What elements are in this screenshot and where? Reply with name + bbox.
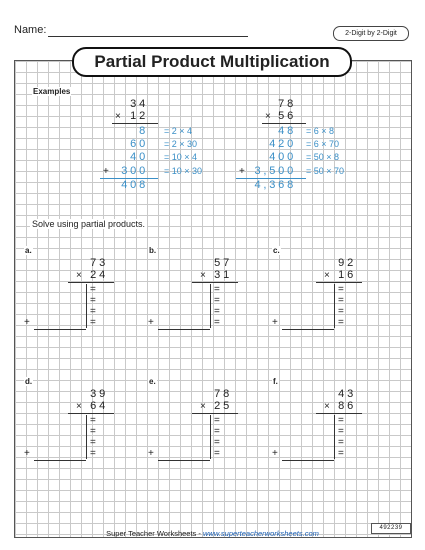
equals-sign: = (90, 295, 96, 306)
partial-product-answer[interactable] (34, 284, 86, 295)
partial-product-answer[interactable] (34, 295, 86, 306)
partial-product-answer[interactable] (282, 415, 334, 426)
problem-bottom-number: 86 (338, 400, 356, 412)
partial-product-answer[interactable] (34, 448, 86, 459)
partial-product-answer[interactable] (34, 426, 86, 437)
answer-column-divider (86, 437, 87, 448)
problem-rule (68, 413, 114, 414)
equals-sign: = (90, 306, 96, 317)
example-2-explain-3: = 50 × 8 (306, 152, 340, 162)
answer-column-divider (210, 306, 211, 317)
problem-bottom-number: 64 (90, 400, 108, 412)
answer-column-divider (86, 415, 87, 426)
equals-sign: = (90, 284, 96, 295)
equals-sign: = (214, 437, 220, 448)
final-answer[interactable] (158, 331, 210, 342)
equals-sign: = (90, 415, 96, 426)
footer-brand: Super Teacher Worksheets - (106, 529, 203, 538)
problem-rule (316, 282, 362, 283)
example-2-partial-1: 48 (278, 125, 296, 137)
answer-column-divider (334, 415, 335, 426)
sum-rule (158, 329, 210, 330)
footer-url[interactable]: www.superteacherworksheets.com (202, 529, 319, 538)
final-answer[interactable] (34, 462, 86, 473)
equals-sign: = (90, 426, 96, 437)
partial-product-answer[interactable] (282, 306, 334, 317)
answer-column-divider (210, 415, 211, 426)
equals-sign: = (214, 448, 220, 459)
plus-sign: + (148, 448, 154, 459)
final-answer[interactable] (282, 462, 334, 473)
answer-column-divider (210, 426, 211, 437)
partial-product-answer[interactable] (158, 306, 210, 317)
example-2-top: 78 (278, 98, 296, 110)
sum-rule (282, 329, 334, 330)
example-2-explain-2: = 6 × 70 (306, 139, 340, 149)
partial-product-answer[interactable] (158, 317, 210, 328)
answer-column-divider (334, 448, 335, 459)
example-2-partial-2: 420 (269, 138, 296, 150)
example-2-explain-4: = 50 × 70 (306, 166, 345, 176)
answer-column-divider (334, 437, 335, 448)
answer-column-divider (334, 295, 335, 306)
name-label: Name: (14, 24, 47, 36)
example-1-top: 34 (130, 98, 148, 110)
equals-sign: = (90, 317, 96, 328)
problem-label: c. (273, 246, 280, 255)
final-answer[interactable] (282, 331, 334, 342)
equals-sign: = (338, 306, 344, 317)
sum-rule (282, 460, 334, 461)
example-1-partial-3: 40 (130, 151, 148, 163)
times-sign: × (200, 270, 206, 281)
problem-top-number: 73 (90, 257, 108, 269)
problem-label: a. (25, 246, 32, 255)
answer-column-divider (210, 317, 211, 328)
equals-sign: = (214, 426, 220, 437)
times-sign: × (76, 270, 82, 281)
problem-rule (316, 413, 362, 414)
problem-top-number: 92 (338, 257, 356, 269)
problem-bottom-number: 24 (90, 269, 108, 281)
problem-bottom-number: 25 (214, 400, 232, 412)
partial-product-answer[interactable] (282, 437, 334, 448)
partial-product-answer[interactable] (34, 306, 86, 317)
problem-rule (68, 282, 114, 283)
example-2-times: × (265, 111, 271, 122)
footer (0, 529, 425, 538)
example-2-total: 4,368 (254, 179, 296, 191)
plus-sign: + (24, 317, 30, 328)
equals-sign: = (338, 415, 344, 426)
example-2-rule (262, 123, 306, 124)
problem-top-number: 78 (214, 388, 232, 400)
equals-sign: = (338, 448, 344, 459)
equals-sign: = (214, 415, 220, 426)
problem-bottom-number: 31 (214, 269, 232, 281)
examples-label: Examples (33, 87, 71, 96)
problem-label: b. (149, 246, 157, 255)
example-2-partial-3: 400 (269, 151, 296, 163)
partial-product-answer[interactable] (282, 295, 334, 306)
answer-column-divider (334, 284, 335, 295)
example-1-partial-1: 8 (139, 125, 148, 137)
example-1-explain-1: = 2 × 4 (164, 126, 193, 136)
partial-product-answer[interactable] (158, 448, 210, 459)
example-1-times: × (115, 111, 121, 122)
example-2-plus: + (239, 166, 245, 177)
times-sign: × (324, 401, 330, 412)
plus-sign: + (24, 448, 30, 459)
equals-sign: = (90, 448, 96, 459)
problem-rule (192, 282, 238, 283)
page-title: Partial Product Multiplication (72, 47, 352, 77)
times-sign: × (76, 401, 82, 412)
answer-column-divider (210, 295, 211, 306)
example-2-partial-4: 3,500 (254, 165, 296, 177)
partial-product-answer[interactable] (158, 295, 210, 306)
problem-label: f. (273, 377, 278, 386)
partial-product-answer[interactable] (158, 415, 210, 426)
equals-sign: = (338, 437, 344, 448)
answer-column-divider (210, 448, 211, 459)
example-2-explain-1: = 6 × 8 (306, 126, 335, 136)
worksheet-code: 492239 (371, 523, 411, 534)
equals-sign: = (214, 284, 220, 295)
example-1-explain-3: = 10 × 4 (164, 152, 198, 162)
partial-product-answer[interactable] (158, 284, 210, 295)
problem-bottom-number: 16 (338, 269, 356, 281)
answer-column-divider (210, 284, 211, 295)
times-sign: × (324, 270, 330, 281)
sum-rule (34, 329, 86, 330)
equals-sign: = (90, 437, 96, 448)
answer-column-divider (334, 317, 335, 328)
level-badge: 2-Digit by 2-Digit (333, 26, 409, 41)
example-2-bottom: 56 (278, 110, 296, 122)
partial-product-answer[interactable] (34, 317, 86, 328)
example-1-explain-2: = 2 × 30 (164, 139, 198, 149)
partial-product-answer[interactable] (158, 437, 210, 448)
equals-sign: = (338, 295, 344, 306)
problem-top-number: 43 (338, 388, 356, 400)
sum-rule (34, 460, 86, 461)
example-1-plus: + (103, 166, 109, 177)
partial-product-answer[interactable] (158, 426, 210, 437)
example-1-bottom: 12 (130, 110, 148, 122)
partial-product-answer[interactable] (282, 448, 334, 459)
answer-column-divider (334, 306, 335, 317)
equals-sign: = (338, 426, 344, 437)
equals-sign: = (338, 284, 344, 295)
final-answer[interactable] (158, 462, 210, 473)
sum-rule (158, 460, 210, 461)
instructions: Solve using partial products. (32, 219, 146, 229)
partial-product-answer[interactable] (282, 317, 334, 328)
answer-column-divider (86, 284, 87, 295)
problem-label: d. (25, 377, 33, 386)
answer-column-divider (86, 426, 87, 437)
plus-sign: + (272, 317, 278, 328)
answer-column-divider (86, 295, 87, 306)
partial-product-answer[interactable] (282, 426, 334, 437)
example-1-total: 408 (121, 179, 148, 191)
problem-rule (192, 413, 238, 414)
problem-top-number: 39 (90, 388, 108, 400)
equals-sign: = (214, 306, 220, 317)
example-1-rule (112, 123, 158, 124)
answer-column-divider (334, 426, 335, 437)
times-sign: × (200, 401, 206, 412)
plus-sign: + (148, 317, 154, 328)
answer-column-divider (86, 448, 87, 459)
example-1-explain-4: = 10 × 30 (164, 166, 203, 176)
answer-column-divider (210, 437, 211, 448)
problem-label: e. (149, 377, 156, 386)
equals-sign: = (338, 317, 344, 328)
answer-column-divider (86, 317, 87, 328)
example-1-partial-2: 60 (130, 138, 148, 150)
answer-column-divider (86, 306, 87, 317)
plus-sign: + (272, 448, 278, 459)
problem-top-number: 57 (214, 257, 232, 269)
example-1-partial-4: 300 (121, 165, 148, 177)
partial-product-answer[interactable] (34, 415, 86, 426)
equals-sign: = (214, 317, 220, 328)
partial-product-answer[interactable] (34, 437, 86, 448)
equals-sign: = (214, 295, 220, 306)
final-answer[interactable] (34, 331, 86, 342)
partial-product-answer[interactable] (282, 284, 334, 295)
